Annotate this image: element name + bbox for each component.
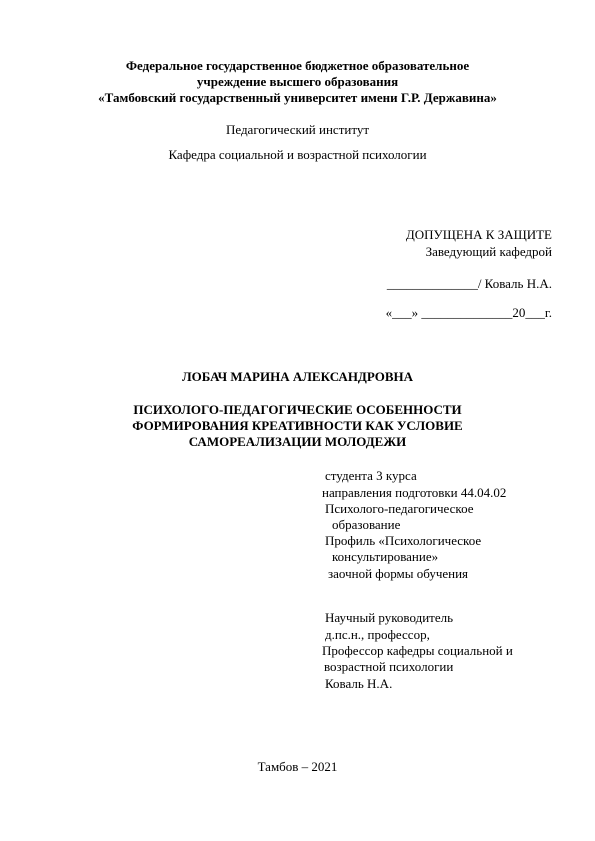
approval-role: Заведующий кафедрой <box>425 244 552 259</box>
header-line-1: Федеральное государственное бюджетное образовательное <box>125 58 470 73</box>
supervisor-name: Коваль Н.А. <box>325 676 393 691</box>
approval-title: ДОПУЩЕНА К ЗАЩИТЕ <box>405 227 552 242</box>
city-year: Тамбов – 2021 <box>257 759 338 774</box>
thesis-title-line-2: ФОРМИРОВАНИЯ КРЕАТИВНОСТИ КАК УСЛОВИЕ <box>132 418 463 433</box>
supervisor-heading: Научный руководитель <box>325 610 454 625</box>
student-profile-line-1: Профиль «Психологическое <box>325 533 482 548</box>
thesis-title-line-3: САМОРЕАЛИЗАЦИИ МОЛОДЕЖИ <box>188 434 407 449</box>
header-line-2: учреждение высшего образования <box>196 74 399 89</box>
supervisor-degree: д.пс.н., профессор, <box>325 627 430 642</box>
institute-name: Педагогический институт <box>225 122 370 137</box>
student-profile-line-2: консультирование» <box>332 549 439 564</box>
student-course: студента 3 курса <box>325 468 417 483</box>
thesis-title-line-1: ПСИХОЛОГО-ПЕДАГОГИЧЕСКИЕ ОСОБЕННОСТИ <box>133 402 462 417</box>
supervisor-position-line-1: Профессор кафедры социальной и <box>322 643 513 658</box>
student-study-form: заочной формы обучения <box>328 566 469 581</box>
approval-signature-line: ______________/ Коваль Н.А. <box>386 276 552 291</box>
supervisor-position-line-2: возрастной психологии <box>324 659 454 674</box>
approval-date-line: «___» ______________20___г. <box>385 305 552 320</box>
student-program-line-2: образование <box>332 517 401 532</box>
department-name: Кафедра социальной и возрастной психологии <box>168 147 427 162</box>
author-name: ЛОБАЧ МАРИНА АЛЕКСАНДРОВНА <box>181 369 414 384</box>
student-direction: направления подготовки 44.04.02 <box>322 485 507 500</box>
student-program-line-1: Психолого-педагогическое <box>325 501 474 516</box>
university-name: «Тамбовский государственный университет имени Г.Р. Державина» <box>98 90 497 105</box>
